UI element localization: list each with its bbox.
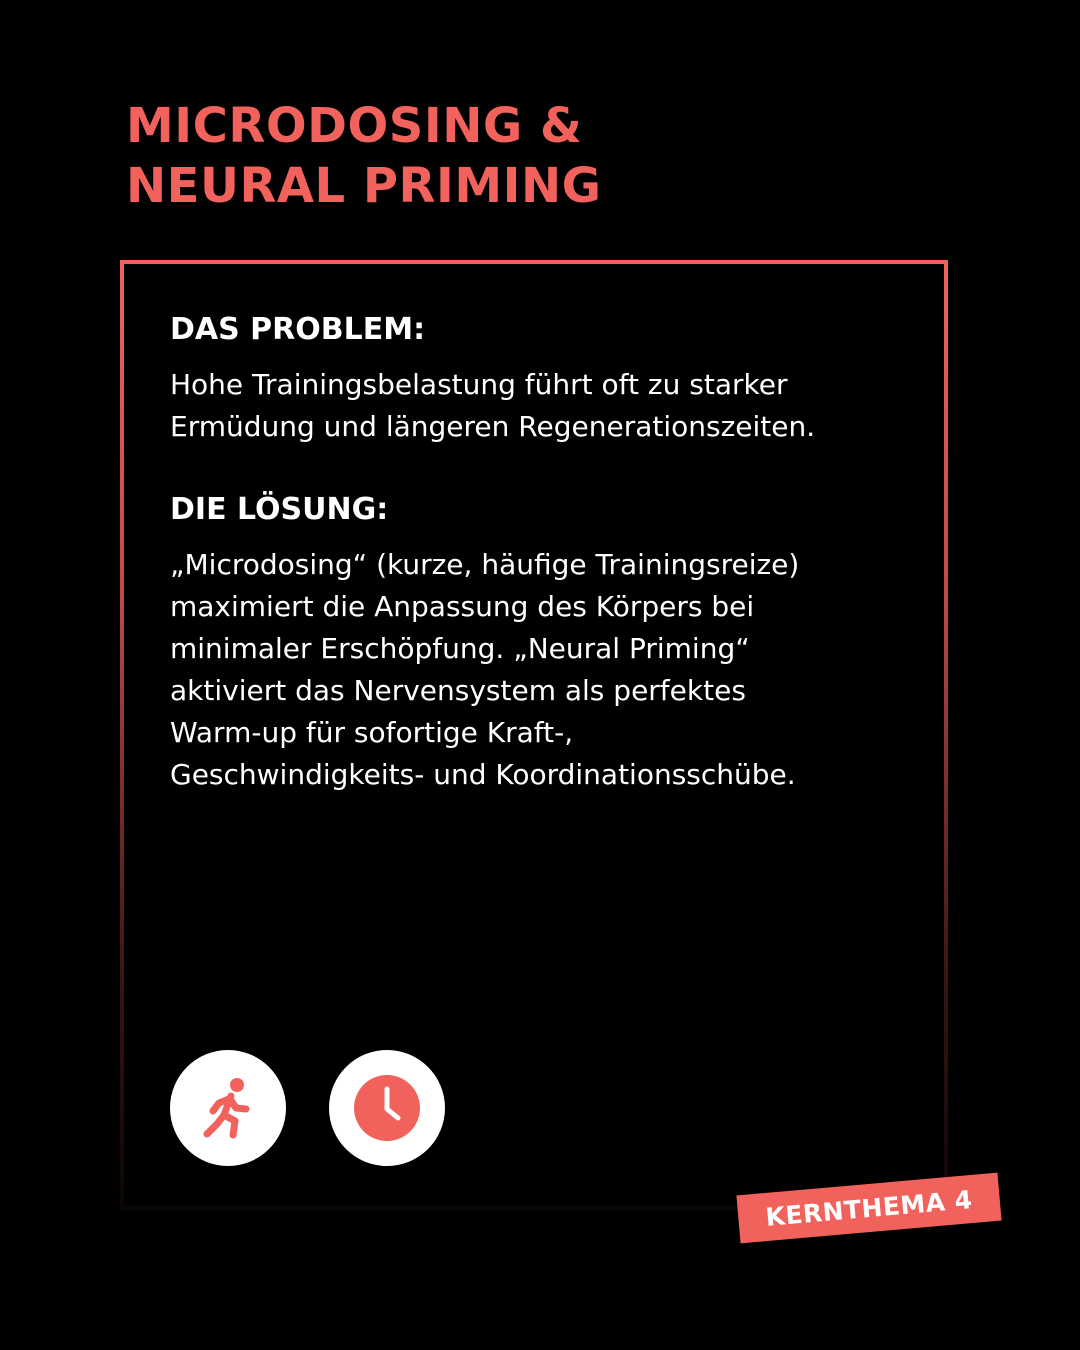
running-person-icon-badge	[170, 1050, 286, 1166]
problem-heading: DAS PROBLEM:	[170, 312, 426, 347]
page-title	[126, 96, 602, 216]
clock-icon-badge	[329, 1050, 445, 1166]
page-title-line-2: NEURAL PRIMING	[126, 158, 602, 214]
solution-heading: DIE LÖSUNG:	[170, 492, 389, 527]
solution-text-line: maximiert die Anpassung des Körpers bei	[170, 590, 755, 623]
solution-text-line: Geschwindigkeits- und Koordinationsschübe.	[170, 758, 796, 791]
page-title-line-1: MICRODOSING &	[126, 98, 583, 154]
clock-icon	[353, 1074, 421, 1142]
solution-text	[170, 544, 910, 796]
solution-text-line: minimaler Erschöpfung. „Neural Priming“	[170, 632, 750, 665]
problem-text-line: Ermüdung und längeren Regenerationszeiten.	[170, 410, 816, 443]
problem-text	[170, 364, 910, 448]
solution-text-line: „Microdosing“ (kurze, häufige Trainingsreize)	[170, 548, 800, 581]
running-person-icon	[202, 1077, 254, 1139]
solution-text-line: aktiviert das Nervensystem als perfektes	[170, 674, 746, 707]
solution-text-line: Warm-up für sofortige Kraft-,	[170, 716, 574, 749]
topic-badge-label: KERNTHEMA 4	[764, 1184, 974, 1232]
problem-text-line: Hohe Trainingsbelastung führt oft zu starker	[170, 368, 788, 401]
